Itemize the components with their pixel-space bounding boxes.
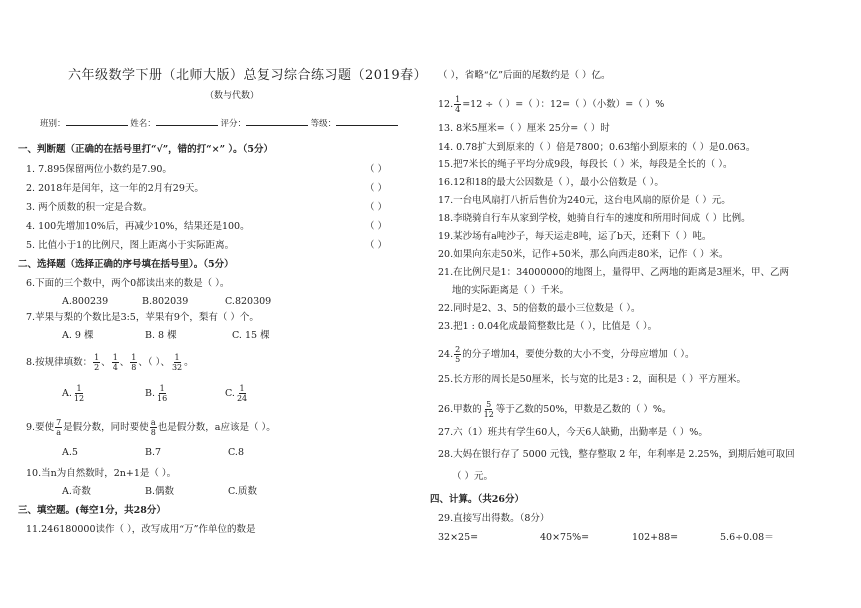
- q9-option-a: A.5: [62, 447, 78, 458]
- section3-heading: 三、填空题。(每空1分，共28分）: [18, 505, 166, 516]
- question-27: 27.六（1）班共有学生60人，今天6人缺勤，出勤率是（ ）%。: [438, 427, 708, 438]
- q10-option-a: A.奇数: [62, 486, 91, 497]
- q9-fraction-1: $\frac{7}{a}$: [56, 418, 62, 437]
- q7-option-c: C. 15 棵: [232, 330, 270, 341]
- question-13: 13. 8米5厘米=（ ）厘米 25分=（ ）时: [438, 123, 610, 134]
- question-12: 12. $\frac{1}{4}$ =12 ÷（ ）=（ ）：12=（ ）（小数）=（ ）%: [438, 95, 665, 114]
- calc-4: 5.6÷0.08＝: [720, 532, 774, 543]
- worksheet-title: 六年级数学下册（北师大版）总复习综合练习题（2019春）: [68, 68, 428, 83]
- judge-answer-2[interactable]: （ ）: [365, 183, 388, 194]
- q9-option-c: C.8: [228, 447, 244, 458]
- question-22: 22.同时是2、3、5的倍数的最小三位数是（ ）。: [438, 303, 641, 314]
- q9-option-b: B.7: [145, 447, 162, 458]
- question-14: 14. 0.78扩大到原来的（ ）倍是7800；0.63缩小到原来的（ ）是0.063。: [438, 142, 756, 153]
- student-info-row: [40, 116, 398, 130]
- q6-option-a: A.800239: [62, 296, 109, 307]
- worksheet-subtitle: （数与代数）: [205, 91, 260, 101]
- q8-prefix: 8.按规律填数：: [26, 357, 93, 368]
- q8-fraction-3: $\frac{1}{8}$: [131, 353, 137, 372]
- question-25: 25.长方形的周长是50厘米，长与宽的比是3 : 2，面积是（ ）平方厘米。: [438, 374, 747, 385]
- q10-option-c: C.质数: [228, 486, 257, 497]
- class-label: 班别：: [40, 119, 66, 129]
- judge-item-5: 5. 比值小于1的比例尺，图上距离小于实际距离。: [26, 240, 235, 251]
- score-field[interactable]: [246, 116, 308, 126]
- question-11: 11.246180000读作（ ），改写成用“万”作单位的数是: [26, 524, 256, 535]
- q7-option-a: A. 9 棵: [62, 330, 94, 341]
- section1-heading: 一、判断题（正确的在括号里打“√”，错的打“×” ）。（5分）: [18, 144, 273, 155]
- calc-3: 102+88=: [632, 532, 679, 543]
- section4-heading: 四、计算。（共26分）: [430, 494, 524, 505]
- calc-2: 40×75%=: [540, 532, 590, 543]
- q8-option-a: A. $\frac{1}{12}$: [62, 384, 85, 403]
- q8-fraction-1: $\frac{1}{2}$: [94, 353, 100, 372]
- judge-answer-3[interactable]: （ ）: [365, 202, 388, 213]
- name-field[interactable]: [156, 116, 218, 126]
- judge-answer-5[interactable]: （ ）: [365, 240, 388, 251]
- question-23: 23.把1 : 0.04化成最简整数比是（ ），比值是（ ）。: [438, 321, 658, 332]
- q10-option-b: B.偶数: [145, 486, 175, 497]
- grade-field[interactable]: [336, 116, 398, 126]
- question-18: 18.李晓骑自行车从家到学校，她骑自行车的速度和所用时间成（ ）比例。: [438, 213, 751, 224]
- class-field[interactable]: [66, 116, 128, 126]
- judge-answer-1[interactable]: （ ）: [365, 164, 388, 175]
- judge-item-2: 2. 2018年是闰年，这一年的2月有29天。: [26, 183, 204, 194]
- judge-answer-4[interactable]: （ ）: [365, 221, 388, 232]
- question-9: 9.要使 $\frac{7}{a}$ 是假分数，同时要使 $\frac{a}{8}$ 也是假分数，a应该是（ ）。: [26, 418, 276, 437]
- q7-option-b: B. 8 棵: [145, 330, 177, 341]
- question-28-cont: （ ）元。: [452, 471, 494, 482]
- question-7: 7.苹果与梨的个数比是3:5，苹果有9个，梨有（ ）个。: [26, 312, 259, 323]
- score-label: 评分：: [220, 119, 246, 129]
- name-label: 姓名：: [130, 119, 156, 129]
- question-21: 21.在比例尺是1：34000000的地图上，量得甲、乙两地的距离是3厘米，甲、乙两: [438, 267, 790, 278]
- question-16: 16.12和18的最大公因数是（ ），最小公倍数是（ ）。: [438, 177, 664, 188]
- question-15: 15.把7米长的绳子平均分成9段，每段长（ ）米，每段是全长的（ ）。: [438, 159, 733, 170]
- q8-fraction-2: $\frac{1}{4}$: [112, 353, 118, 372]
- calc-1: 32×25=: [438, 532, 479, 543]
- q8-blank[interactable]: （ ）: [147, 357, 161, 368]
- q9-fraction-2: $\frac{a}{8}$: [150, 418, 156, 437]
- q6-option-c: C.820309: [225, 296, 272, 307]
- q6-option-b: B.802039: [142, 296, 189, 307]
- question-8: 8.按规律填数： $\frac{1}{2}$ 、 $\frac{1}{4}$ 、 $\frac{1}{8}$ 、（ ）、 $\frac{1}{32}$ 。: [26, 353, 194, 372]
- q26-fraction: $\frac{5}{12}$: [483, 400, 494, 419]
- question-10: 10.当n为自然数时，2n+1是（ ）。: [26, 468, 177, 479]
- q8-option-b: B. $\frac{1}{16}$: [145, 384, 168, 403]
- q12-fraction: $\frac{1}{4}$: [455, 95, 461, 114]
- question-21-cont: 地的实际距离是（ ）千米。: [452, 285, 570, 296]
- question-28: 28.大妈在银行存了 5000 元钱，整存整取 2 年，年利率是 2.25%，到期后她可取回: [438, 449, 795, 460]
- question-20: 20.如果向东走50米，记作+50米，那么向西走80米，记作（ ）米。: [438, 249, 729, 260]
- question-26: 26.甲数的 $\frac{5}{12}$ 等于乙数的50%，甲数是乙数的（ ）%。: [438, 400, 672, 419]
- q8-fraction-4: $\frac{1}{32}$: [171, 353, 183, 372]
- judge-item-4: 4. 100先增加10%后，再减少10%，结果还是100。: [26, 221, 250, 232]
- judge-item-1: 1. 7.895保留两位小数约是7.90。: [26, 164, 172, 175]
- section2-heading: 二、选择题（选择正确的序号填在括号里）。（5分）: [18, 259, 234, 270]
- grade-label: 等级：: [310, 119, 337, 129]
- question-11-cont: （ ），省略“亿”后面的尾数约是（ ）亿。: [438, 70, 611, 81]
- question-17: 17.一台电风扇打八折后售价为240元，这台电风扇的原价是（ ）元。: [438, 195, 731, 206]
- question-19: 19.某沙场有a吨沙子，每天运走8吨，运了b天，还剩下（ ）吨。: [438, 231, 712, 242]
- q24-fraction: $\frac{2}{5}$: [455, 345, 461, 364]
- judge-item-3: 3. 两个质数的积一定是合数。: [26, 202, 153, 213]
- question-6: 6.下面的三个数中，两个0都读出来的数是（ ）。: [26, 278, 230, 289]
- question-29: 29.直接写出得数。（8分）: [438, 513, 550, 524]
- q8-option-c: C. $\frac{1}{24}$: [225, 384, 248, 403]
- question-24: 24. $\frac{2}{5}$ 的分子增加4，要使分数的大小不变，分母应增加（ ）。: [438, 345, 695, 364]
